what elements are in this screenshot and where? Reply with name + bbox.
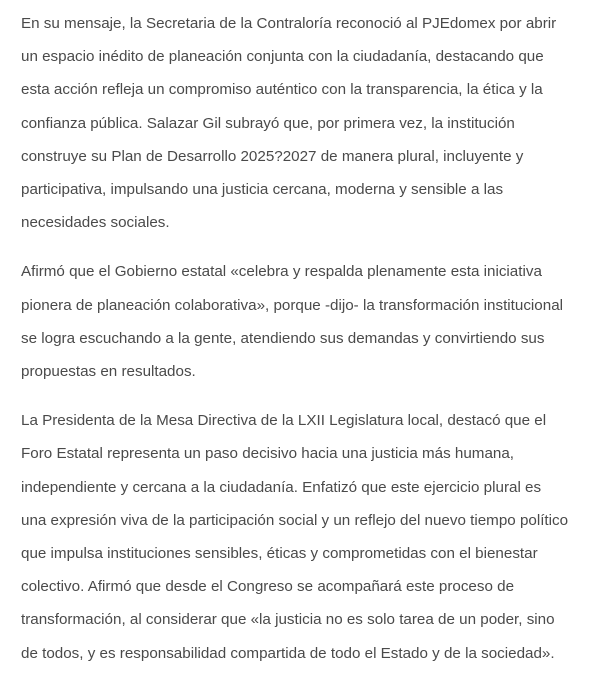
text-line: independiente y cercana a la ciudadanía. Enfatizó que este ejercicio plural es	[21, 478, 542, 496]
text-line: participativa, impulsando una justicia cercana, moderna y sensible a las	[21, 181, 504, 199]
text-line: que impulsa instituciones sensibles, éticas y comprometidas con el bienestar	[21, 545, 538, 563]
text-line: colectivo. Afirmó que desde el Congreso se acompañará este proceso de	[21, 578, 515, 596]
text-line: un espacio inédito de planeación conjunta con la ciudadanía, destacando que	[21, 48, 544, 66]
text-line: La Presidenta de la Mesa Directiva de la LXII Legislatura local, destacó que el	[21, 412, 547, 430]
text-line: Afirmó que el Gobierno estatal «celebra y respalda plenamente esta iniciativa	[21, 263, 542, 281]
text-line: de todos, y es responsabilidad compartida de todo el Estado y de la sociedad».	[21, 644, 555, 662]
text-line: Foro Estatal representa un paso decisivo hacia una justicia más humana,	[21, 445, 515, 463]
text-line: En su mensaje, la Secretaria de la Contraloría reconoció al PJEdomex por abrir	[21, 15, 557, 32]
paragraph-contraloria	[21, 7, 602, 239]
text-line: se logra escuchando a la gente, atendiendo sus demandas y convirtiendo sus	[21, 329, 545, 347]
text-line: una expresión viva de la participación social y un reflejo del nuevo tiempo político	[21, 511, 569, 529]
paragraph-mesa-directiva	[21, 404, 602, 670]
text-line: transformación, al considerar que «la justicia no es solo tarea de un poder, sino	[21, 611, 555, 629]
text-line: propuestas en resultados.	[21, 363, 196, 381]
text-line: construye su Plan de Desarrollo 2025?2027 de manera plural, incluyente y	[21, 147, 524, 165]
text-line: necesidades sociales.	[21, 214, 170, 232]
article-body	[21, 7, 602, 670]
text-line: confianza pública. Salazar Gil subrayó que, por primera vez, la institución	[21, 114, 515, 132]
text-line: esta acción refleja un compromiso auténtico con la transparencia, la ética y la	[21, 81, 543, 99]
paragraph-gobierno-estatal	[21, 255, 602, 388]
text-line: pionera de planeación colaborativa», porque -dijo- la transformación institucional	[21, 296, 564, 314]
